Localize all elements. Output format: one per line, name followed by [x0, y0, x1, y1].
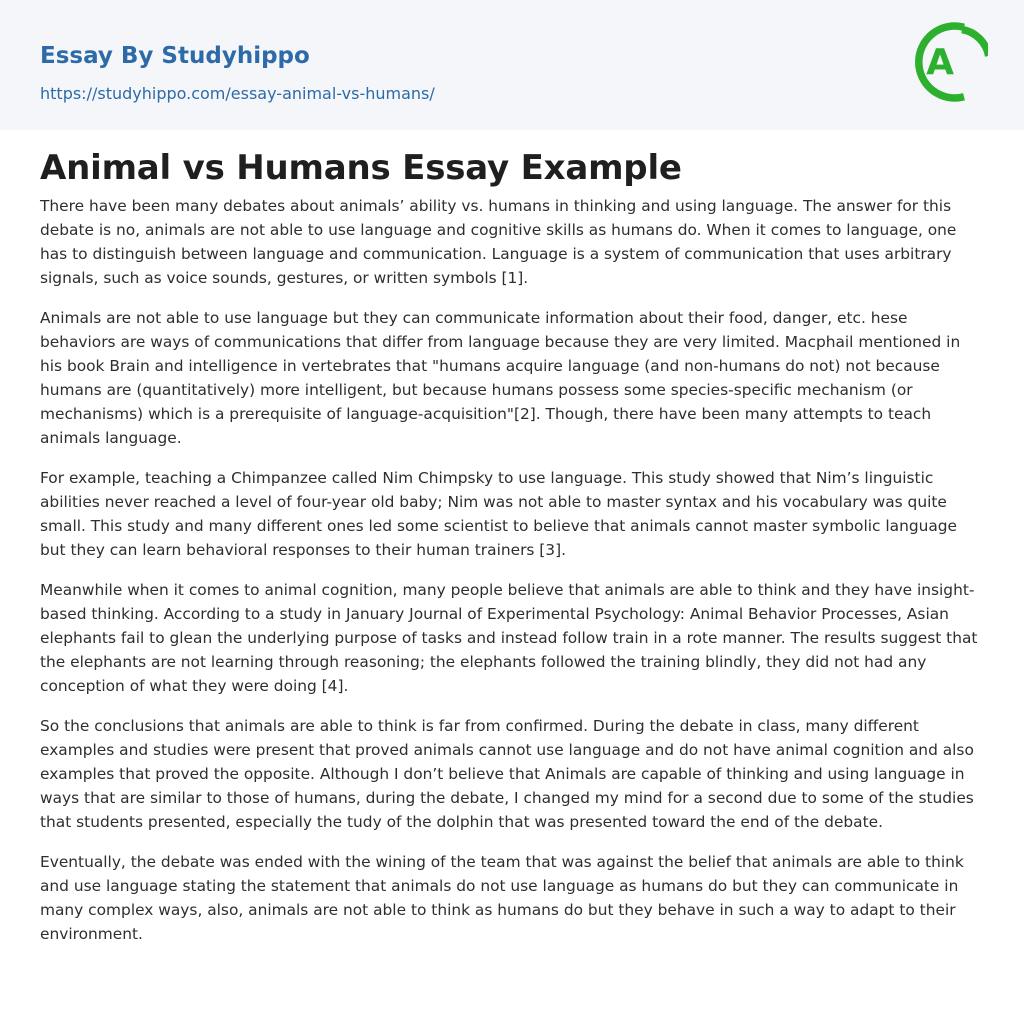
site-header — [0, 0, 1024, 130]
studyhippo-logo-icon[interactable] — [912, 18, 988, 106]
paragraph: For example, teaching a Chimpanzee called Nim Chimpsky to use language. This study showed that Nim’s linguistic abilities never reached a level of four-year old baby; Nim was not able to master syntax and his vocabulary was quite small. This study and many different ones led some scientist to believe that animals cannot master symbolic language but they can learn behavioral responses to their human trainers [3]. — [40, 469, 958, 559]
paragraph: There have been many debates about animals’ ability vs. humans in thinking and using language. The answer for this debate is no, animals are not able to use language and cognitive skills as humans do. When it comes to language, one has to distinguish between language and communication. Language is a system of communication that uses arbitrary signals, such as voice sounds, gestures, or written symbols [1]. — [40, 197, 957, 287]
paragraph: Eventually, the debate was ended with the wining of the team that was against the belief that animals are able to think and use language stating the statement that animals do not use language as humans do but they can communicate in many complex ways, also, animals are not able to think as humans do but they behave in such a way to adapt to their environment. — [40, 853, 964, 943]
paragraph: Meanwhile when it comes to animal cognition, many people believe that animals are able to think and they have insight-based thinking. According to a study in January Journal of Experimental Psychology: Animal Behavior Processes, Asian elephants fail to glean the underlying purpose of tasks and instead follow train in a rote manner. The results suggest that the elephants are not learning through reasoning; the elephants followed the training blindly, they did not had any conception of what they were doing [4]. — [40, 581, 978, 695]
site-brand[interactable]: Essay By Studyhippo — [40, 43, 310, 69]
logo-letter: A — [926, 42, 954, 83]
paragraph: Animals are not able to use language but they can communicate information about their food, danger, etc. hese behaviors are ways of communications that differ from language because they are very limited. Macphail mentioned in his book Brain and intelligence in vertebrates that "humans acquire language (and non-humans do not) not because humans are (quantitatively) more intelligent, but because humans possess some species-specific mechanism (or mechanisms) which is a prerequisite of language-acquisition"[2]. Though, there have been many attempts to teach animals language. — [40, 309, 961, 447]
article-url-link[interactable]: https://studyhippo.com/essay-animal-vs-humans/ — [40, 84, 435, 103]
paragraph: So the conclusions that animals are able to think is far from confirmed. During the debate in class, many different examples and studies were present that proved animals cannot use language and do not have animal cognition and also examples that proved the opposite. Although I don’t believe that Animals are capable of thinking and using language in ways that are similar to those of humans, during the debate, I changed my mind for a second due to some of the studies that students presented, especially the tudy of the dolphin that was presented toward the end of the debate. — [40, 717, 974, 831]
article-title: Animal vs Humans Essay Example — [40, 148, 682, 188]
article-body — [40, 146, 986, 962]
